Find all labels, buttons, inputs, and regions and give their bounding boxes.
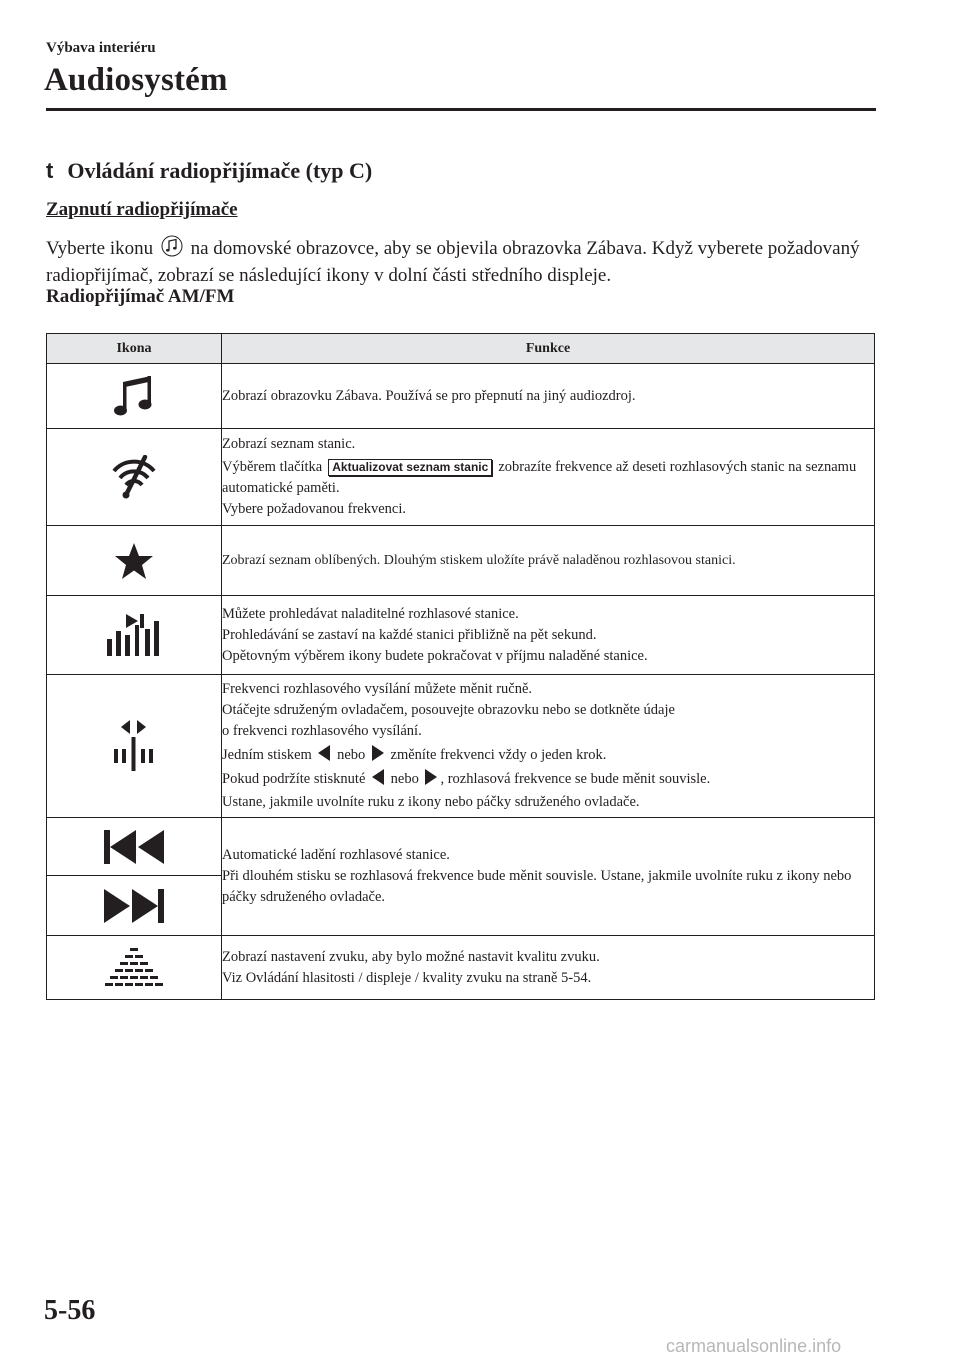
icon-cell bbox=[47, 818, 222, 876]
manual-tune-icon bbox=[109, 719, 159, 773]
function-cell bbox=[222, 675, 875, 818]
sound-settings-icon bbox=[104, 945, 164, 991]
function-text: Při dlouhém stisku se rozhlasová frekvence bude měnit souvisle. Ustane, jakmile uvolníte ruku z ikony nebo páčky sdruženého ovladače. bbox=[222, 868, 852, 905]
function-text-part: nebo bbox=[390, 771, 419, 787]
function-text: Ustane, jakmile uvolníte ruku z ikony nebo páčky sdruženého ovladače. bbox=[222, 794, 640, 810]
function-text: Zobrazí obrazovku Zábava. Používá se pro přepnutí na jiný audiozdroj. bbox=[222, 387, 636, 404]
function-text-part: Jedním stiskem bbox=[222, 747, 312, 763]
icon-cell bbox=[47, 936, 222, 1000]
table-row bbox=[47, 936, 875, 1000]
triangle-left-icon bbox=[318, 745, 330, 761]
triangle-right-icon bbox=[372, 745, 384, 761]
function-text: Zobrazí nastavení zvuku, aby bylo možné nastavit kvalitu zvuku. bbox=[222, 948, 600, 965]
triangle-left-icon bbox=[372, 769, 384, 785]
function-cell bbox=[222, 818, 875, 936]
section-heading-text: Ovládání radiopřijímače (typ C) bbox=[67, 158, 373, 183]
scan-icon bbox=[104, 612, 164, 658]
function-text: Opětovným výběrem ikony budete pokračovat v příjmu naladěné stanice. bbox=[222, 647, 648, 664]
icon-cell bbox=[47, 675, 222, 818]
function-text-part: změníte frekvenci vždy o jeden krok. bbox=[390, 747, 607, 763]
table-row bbox=[47, 675, 875, 818]
radio-heading: Radiopřijímač AM/FM bbox=[46, 286, 235, 307]
table-row bbox=[47, 526, 875, 596]
function-cell bbox=[222, 596, 875, 675]
music-note-icon bbox=[110, 373, 158, 419]
function-text: Můžete prohledávat naladitelné rozhlasové stanice. bbox=[222, 605, 519, 622]
station-list-icon bbox=[109, 455, 159, 499]
table-row bbox=[47, 818, 875, 876]
function-text: Viz Ovládání hlasitosti / displeje / kvality zvuku na straně 5-54. bbox=[222, 969, 592, 986]
intro-text-after: na domovské obrazovce, aby se objevila obrazovka Zábava. Když vyberete požadovaný radiopřijímač, zobrazí se následující ikony v dolní části středního displeje. bbox=[46, 238, 860, 286]
icon-cell bbox=[47, 364, 222, 429]
table-row bbox=[47, 596, 875, 675]
table-row bbox=[47, 429, 875, 526]
function-text: Vybere požadovanou frekvenci. bbox=[222, 501, 406, 517]
function-text-part: Výběrem tlačítka bbox=[222, 459, 323, 475]
star-icon bbox=[114, 541, 154, 581]
function-text-part: , rozhlasová frekvence se bude měnit souvisle. bbox=[440, 771, 711, 787]
icon-cell bbox=[47, 526, 222, 596]
triangle-right-icon bbox=[425, 769, 437, 785]
col-header-icon: Ikona bbox=[47, 334, 222, 364]
function-text bbox=[222, 457, 874, 499]
page-title: Audiosystém bbox=[44, 62, 228, 98]
chapter-kicker: Výbava interiéru bbox=[46, 40, 156, 56]
update-station-list-button[interactable]: Aktualizovat seznam stanic bbox=[328, 459, 492, 476]
table-row bbox=[47, 364, 875, 429]
section-bullet: t bbox=[46, 158, 54, 183]
function-text bbox=[222, 769, 874, 790]
function-text: o frekvenci rozhlasového vysílání. bbox=[222, 723, 422, 739]
function-text-part: nebo bbox=[337, 747, 366, 763]
function-text bbox=[222, 745, 874, 766]
intro-paragraph bbox=[46, 235, 876, 289]
function-table bbox=[46, 333, 875, 1000]
section-heading bbox=[46, 158, 372, 184]
function-text-part: zobrazíte frekvence až deseti rozhlasových stanic na seznamu automatické paměti. bbox=[222, 459, 857, 496]
function-text: Zobrazí seznam oblíbených. Dlouhým stiskem uložíte právě naladěnou rozhlasovou stanici. bbox=[222, 553, 736, 568]
icon-cell bbox=[47, 876, 222, 936]
title-rule bbox=[46, 108, 876, 111]
seek-forward-icon bbox=[102, 886, 166, 926]
seek-back-icon bbox=[102, 827, 166, 867]
subheading: Zapnutí radiopřijímače bbox=[46, 199, 238, 220]
table-header-row bbox=[47, 334, 875, 364]
function-cell bbox=[222, 429, 875, 526]
function-text: Automatické ladění rozhlasové stanice. bbox=[222, 847, 450, 863]
function-text: Otáčejte sdruženým ovladačem, posouvejte obrazovku nebo se dotkněte údaje bbox=[222, 702, 675, 718]
function-cell bbox=[222, 526, 875, 596]
icon-cell bbox=[47, 596, 222, 675]
col-header-function: Funkce bbox=[222, 334, 875, 364]
function-cell bbox=[222, 936, 875, 1000]
icon-cell bbox=[47, 429, 222, 526]
function-text-part: Pokud podržíte stisknuté bbox=[222, 771, 366, 787]
entertainment-note-icon bbox=[158, 235, 186, 257]
intro-text-before: Vyberte ikonu bbox=[46, 238, 154, 259]
function-text: Zobrazí seznam stanic. bbox=[222, 436, 356, 452]
function-text: Frekvenci rozhlasového vysílání můžete měnit ručně. bbox=[222, 681, 533, 697]
page-number: 5-56 bbox=[44, 1295, 96, 1326]
footer-watermark: carmanualsonline.info bbox=[666, 1336, 842, 1356]
function-cell bbox=[222, 364, 875, 429]
function-text: Prohledávání se zastaví na každé stanici přibližně na pět sekund. bbox=[222, 626, 597, 643]
